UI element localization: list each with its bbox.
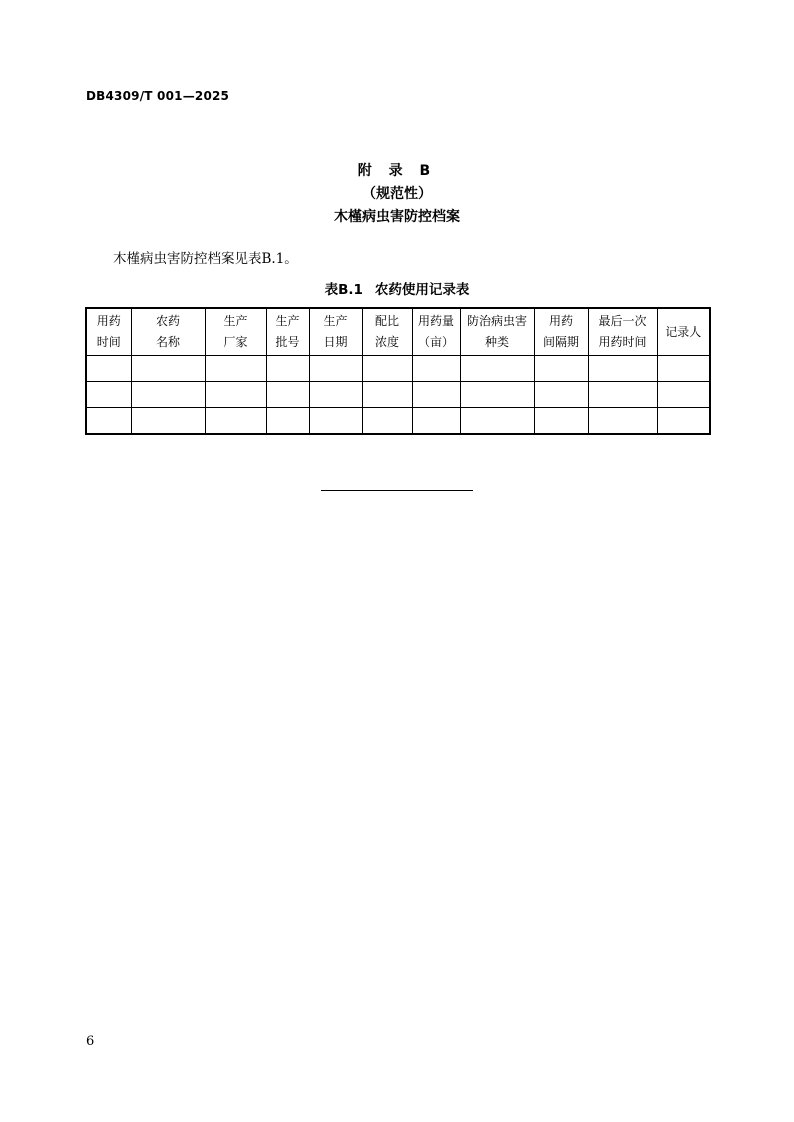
table-cell <box>309 382 362 408</box>
table-cell <box>412 408 460 435</box>
table-cell <box>205 382 266 408</box>
table-cell <box>266 408 309 435</box>
table-cell <box>86 356 131 382</box>
header-cell-interval: 用药 间隔期 <box>534 308 588 356</box>
table-cell <box>131 408 205 435</box>
table-cell <box>534 408 588 435</box>
table-cell <box>205 356 266 382</box>
table-row <box>86 356 710 382</box>
appendix-subject: 木槿病虫害防控档案 <box>334 209 460 225</box>
table-header-row <box>86 308 710 356</box>
pesticide-record-table <box>85 307 711 435</box>
table-caption <box>0 278 794 298</box>
table-cell <box>131 356 205 382</box>
document-code: DB4309/T 001—2025 <box>86 89 230 103</box>
table-cell <box>412 382 460 408</box>
table-cell <box>86 408 131 435</box>
header-cell-medication-time: 用药 时间 <box>86 308 131 356</box>
table-cell <box>309 356 362 382</box>
table-cell <box>657 356 710 382</box>
table-caption-number: 表B.1 <box>324 282 363 298</box>
table-cell <box>588 382 657 408</box>
table-cell <box>131 382 205 408</box>
page-number: 6 <box>86 1034 95 1049</box>
header-cell-manufacturer: 生产 厂家 <box>205 308 266 356</box>
table-cell <box>309 408 362 435</box>
header-cell-pesticide-name: 农药 名称 <box>131 308 205 356</box>
header-cell-dosage: 用药量 （亩） <box>412 308 460 356</box>
table-cell <box>657 382 710 408</box>
table-cell <box>460 356 534 382</box>
header-cell-batch-number: 生产 批号 <box>266 308 309 356</box>
table-cell <box>362 356 412 382</box>
table-cell <box>412 356 460 382</box>
appendix-title: 附 录 B <box>357 163 437 179</box>
header-cell-recorder: 记录人 <box>657 308 710 356</box>
end-of-document-rule <box>321 490 473 491</box>
table-caption-title: 农药使用记录表 <box>374 282 470 298</box>
table-cell <box>362 408 412 435</box>
table-cell <box>460 382 534 408</box>
intro-paragraph: 木槿病虫害防控档案见表B.1。 <box>113 251 298 267</box>
table-cell <box>657 408 710 435</box>
table-cell <box>86 382 131 408</box>
header-cell-pest-type: 防治病虫害 种类 <box>460 308 534 356</box>
table-cell <box>588 356 657 382</box>
table-cell <box>460 408 534 435</box>
table-cell <box>266 356 309 382</box>
appendix-nature: （规范性） <box>362 186 432 202</box>
table-cell <box>534 382 588 408</box>
table-cell <box>534 356 588 382</box>
header-cell-production-date: 生产 日期 <box>309 308 362 356</box>
table-row <box>86 382 710 408</box>
header-cell-concentration: 配比 浓度 <box>362 308 412 356</box>
table-cell <box>588 408 657 435</box>
table-cell <box>266 382 309 408</box>
table-cell <box>205 408 266 435</box>
table-row <box>86 408 710 435</box>
table-cell <box>362 382 412 408</box>
header-cell-last-application: 最后一次 用药时间 <box>588 308 657 356</box>
